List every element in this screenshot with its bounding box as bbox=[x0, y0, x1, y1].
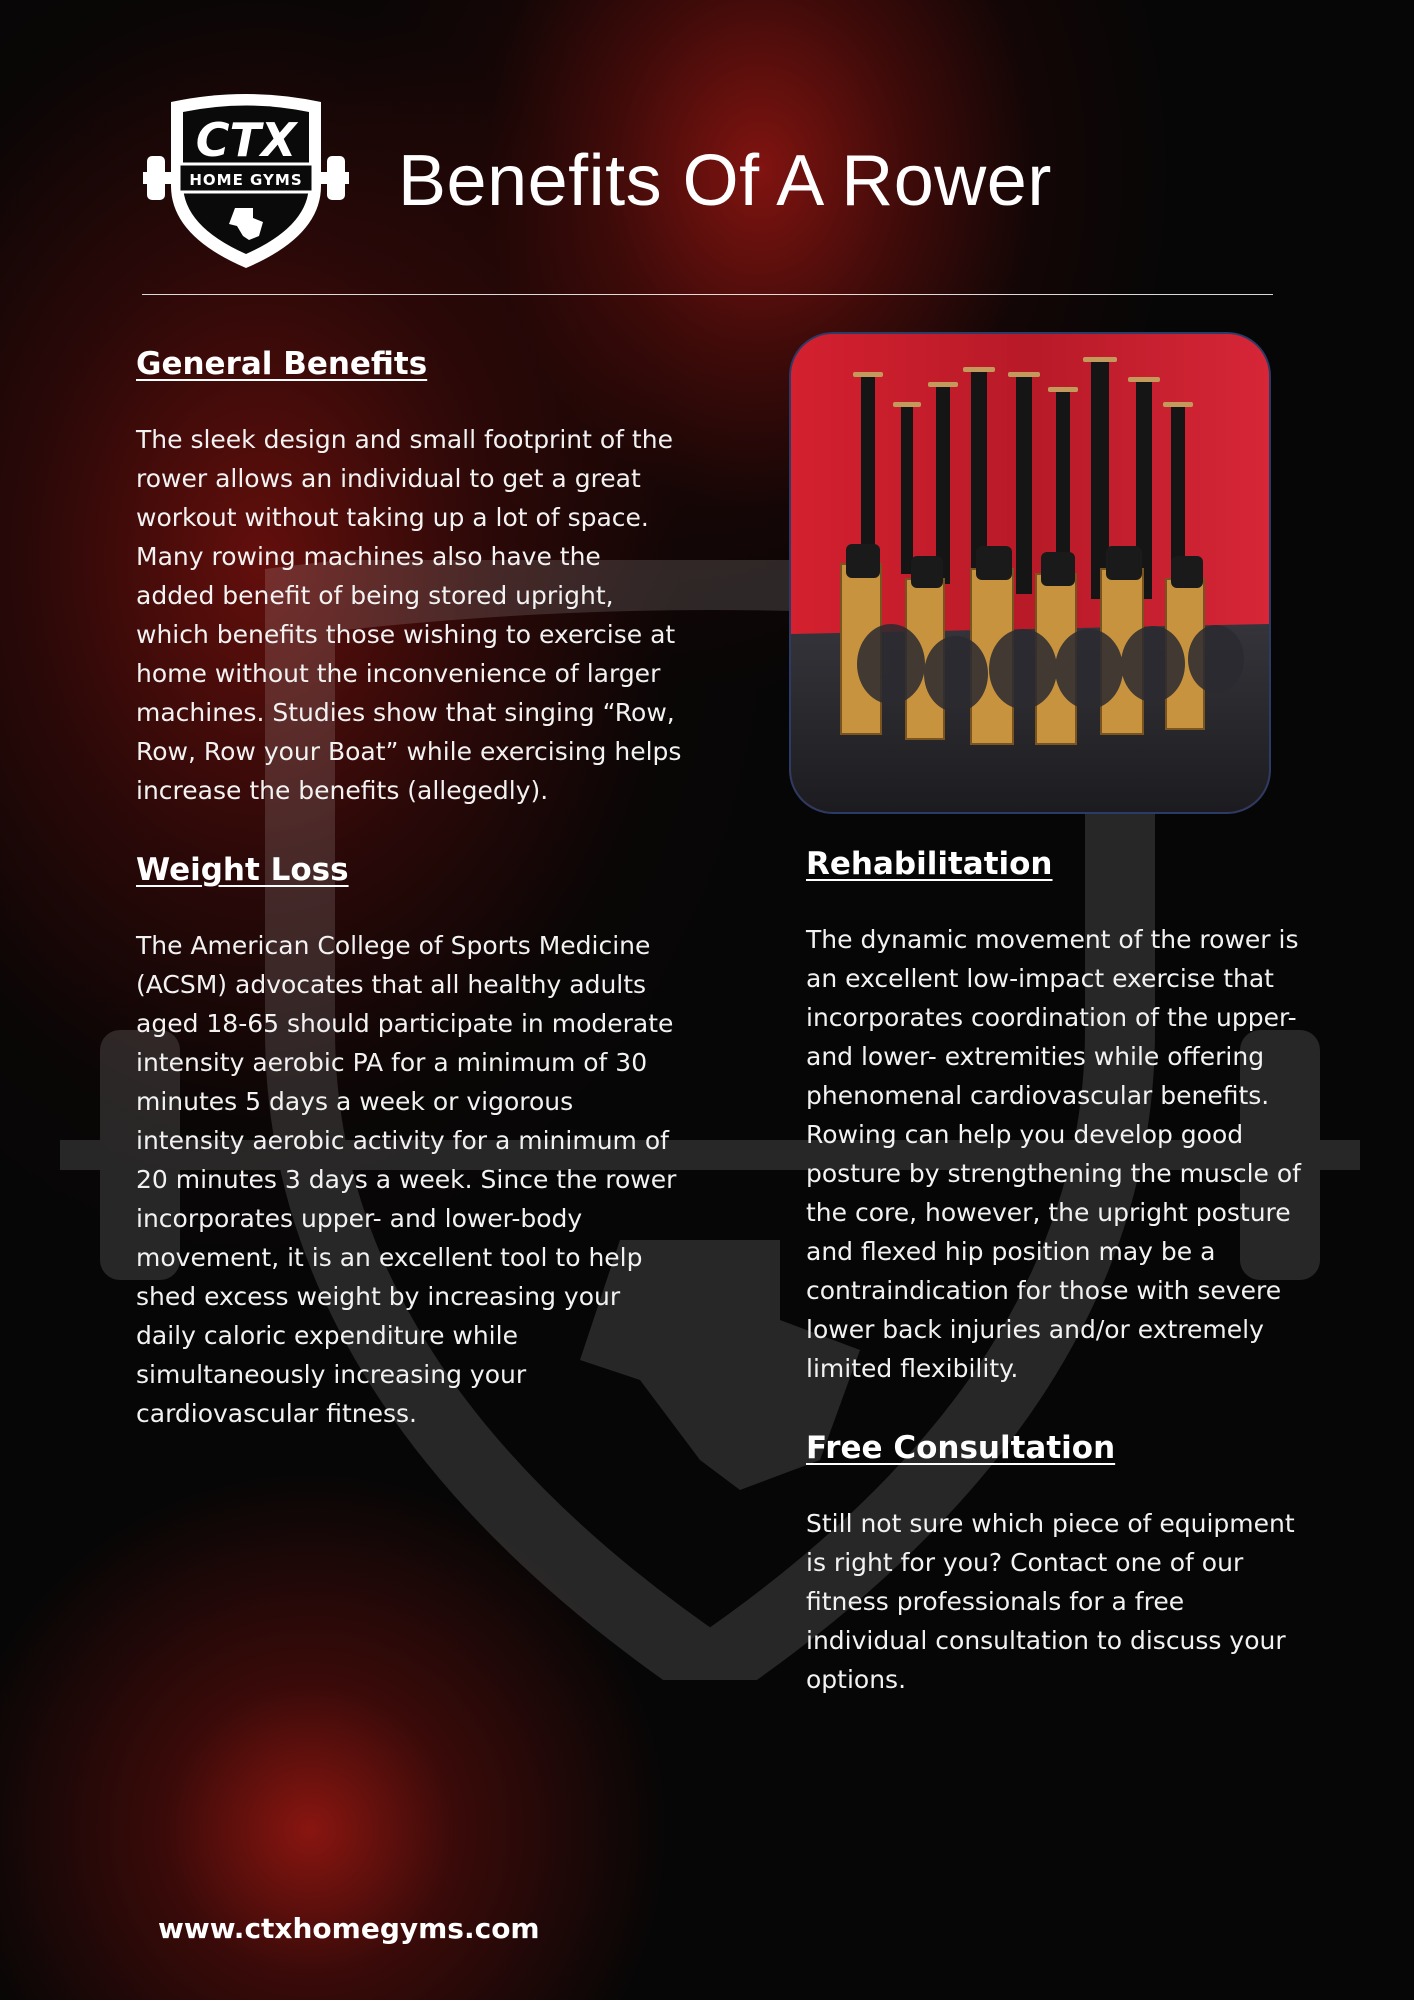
general-benefits-heading: General Benefits bbox=[136, 346, 428, 382]
general-benefits-text: The sleek design and small footprint of the rower allows an individual to get a great workout without taking up a lot of space. Many rowing machines also have the added benefit of being stored upright, which benefits those wishing to exercise at home without the inconvenience of larger machines. Studies show that singing “Row, Row, Row your Boat” while exercising helps increase the benefits (allegedly). bbox=[136, 425, 682, 805]
rehabilitation-heading: Rehabilitation bbox=[806, 846, 1053, 882]
free-consultation-heading: Free Consultation bbox=[806, 1430, 1116, 1466]
page-title: Benefits Of A Rower bbox=[398, 141, 1052, 221]
ctx-logo bbox=[143, 90, 349, 272]
weight-loss-text: The American College of Sports Medicine (ACSM) advocates that all healthy adults aged 18-65 should participate in moderate intensity aerobic PA for a minimum of 30 minutes 5 days a week or vigorous intensity aerobic activity for a minimum of 20 minutes 3 days a week. Since the rower incorporates upper- and lower-body movement, it is an excellent tool to help shed excess weight by increasing your daily caloric expenditure while simultaneously increasing your cardiovascular fitness. bbox=[136, 931, 677, 1428]
rehabilitation-text: The dynamic movement of the rower is an excellent low-impact exercise that incorporates coordination of the upper- and lower- extremities while offering phenomenal cardiovascular benefits. Rowing can help you develop good posture by strengthening the muscle of the core, however, the upright posture and flexed hip position may be a contraindication for those with severe lower back injuries and/or extremely limited flexibility. bbox=[806, 925, 1301, 1383]
left-column bbox=[136, 342, 696, 1471]
weight-loss-heading: Weight Loss bbox=[136, 852, 349, 888]
logo-brand-top: CTX bbox=[195, 113, 297, 167]
logo-brand-bottom: HOME GYMS bbox=[189, 171, 303, 189]
rowers-photo bbox=[789, 332, 1271, 814]
right-column bbox=[806, 842, 1306, 1737]
header-divider bbox=[142, 294, 1273, 295]
rowers-illustration bbox=[791, 334, 1269, 812]
rehabilitation-section bbox=[806, 842, 1306, 1388]
weight-loss-section bbox=[136, 848, 696, 1433]
website-link[interactable]: www.ctxhomegyms.com bbox=[158, 1912, 540, 1945]
free-consultation-section bbox=[806, 1426, 1306, 1699]
general-benefits-section bbox=[136, 342, 696, 810]
free-consultation-text: Still not sure which piece of equipment is right for you? Contact one of our fitness professionals for a free individual consultation to discuss your options. bbox=[806, 1509, 1295, 1694]
